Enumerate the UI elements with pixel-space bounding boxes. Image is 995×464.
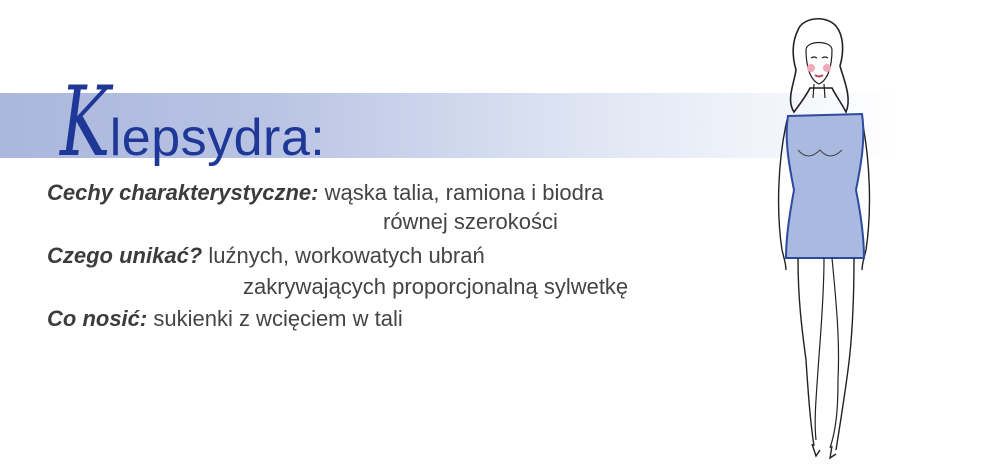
- left-leg-inner: [815, 258, 824, 440]
- wear-label: Co nosić:: [47, 306, 148, 331]
- avoid-line: [47, 243, 485, 269]
- wear-line: [47, 306, 403, 332]
- dress: [786, 114, 864, 258]
- left-leg: [798, 258, 814, 446]
- right-leg-inner: [830, 258, 839, 448]
- avoid-label: Czego unikać?: [47, 243, 203, 268]
- neck: [813, 84, 825, 98]
- shoes: [812, 444, 836, 458]
- wear-value: sukienki z wcięciem w tali: [147, 306, 403, 331]
- hourglass-figure-illustration: [740, 0, 890, 464]
- face: [806, 43, 832, 85]
- avoid-line-2: [243, 274, 628, 300]
- title-rest: lepsydra:: [109, 109, 326, 167]
- characteristics-value-2: równej szerokości: [383, 209, 558, 234]
- characteristics-line-2: [383, 209, 558, 235]
- right-cheek: [823, 64, 831, 72]
- avoid-value-2: zakrywających proporcjonalną sylwetkę: [243, 274, 629, 299]
- characteristics-label: Cechy charakterystyczne:: [47, 180, 319, 205]
- left-cheek: [807, 64, 815, 72]
- page-title: [60, 66, 326, 178]
- characteristics-value: wąska talia, ramiona i biodra: [318, 180, 604, 205]
- avoid-value: luźnych, workowatych ubrań: [202, 243, 485, 268]
- title-initial: K: [60, 66, 111, 178]
- characteristics-line: [47, 180, 603, 206]
